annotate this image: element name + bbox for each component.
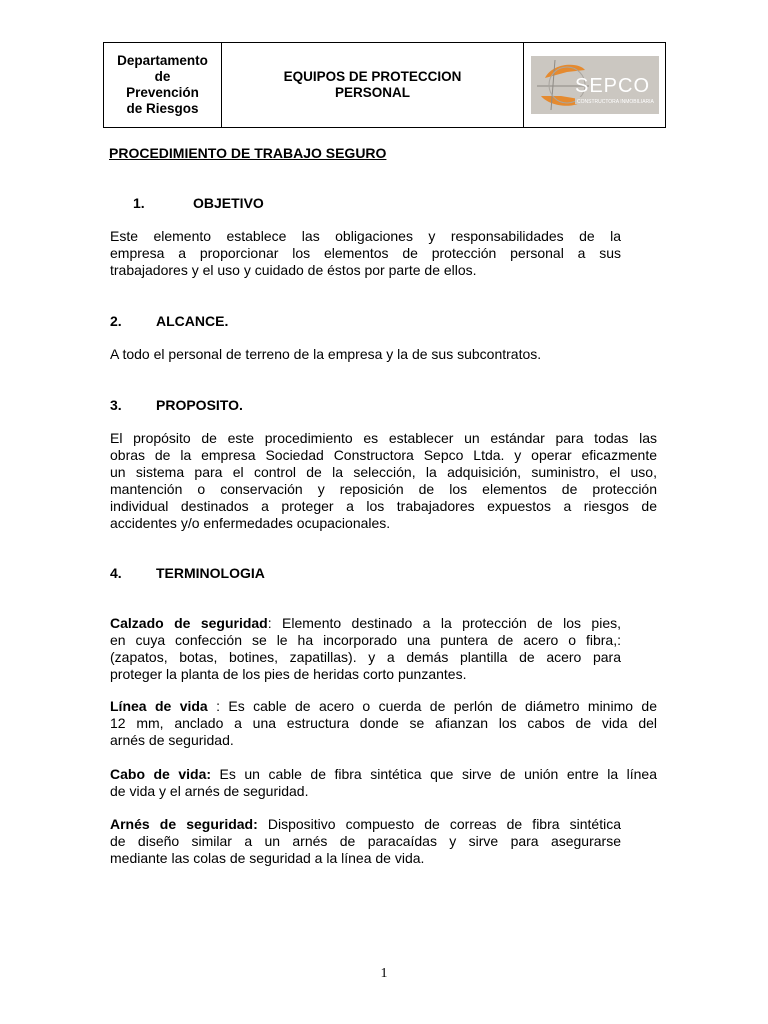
term-calzado-cont2 <box>110 649 621 683</box>
text-line: mantención o conservación y reposición de los elementos de protección <box>110 481 657 497</box>
section-3-body <box>110 430 657 532</box>
procedure-title: PROCEDIMIENTO DE TRABAJO SEGURO <box>109 145 387 161</box>
term-definition: : Es cable de acero o cuerda de perlón de diámetro minimo de <box>207 698 657 714</box>
text-line: empresa a proporcionar los elementos de protección personal a sus <box>110 245 621 261</box>
text-line: de diseño similar a un arnés de paracaídas y sirve para asegurarse <box>110 833 621 849</box>
section-2-heading: ALCANCE. <box>156 313 229 329</box>
text-line: obras de la empresa Sociedad Constructora Sepco Ltda. y operar eficazmente <box>110 447 657 463</box>
term-definition: : Elemento destinado a la protección de los pies, <box>267 615 621 631</box>
term-linea-de-vida <box>110 698 657 749</box>
text-line: (zapatos, botas, botines, zapatillas). y a demás plantilla de acero para <box>110 649 621 665</box>
text-line <box>110 615 621 632</box>
logo-wordmark: SEPCO <box>574 75 650 97</box>
page-number: 1 <box>380 966 388 981</box>
term-calzado <box>110 615 621 632</box>
term-cabo-de-vida <box>110 766 657 800</box>
text-line: trabajadores y el uso y cuidado de éstos por parte de ellos. <box>110 262 477 278</box>
header-table <box>103 42 666 128</box>
text-line: 12 mm, anclado a una estructura donde se afianzan los cabos de vida del <box>110 715 657 731</box>
section-3-number: 3. <box>110 397 122 413</box>
text-line <box>110 698 657 715</box>
term-arnes <box>110 816 621 833</box>
term-calzado-cont <box>110 632 621 649</box>
section-1-number: 1. <box>133 195 145 211</box>
sepco-logo-graphic <box>531 56 659 114</box>
term-label: Calzado de seguridad <box>110 615 268 631</box>
text-line <box>110 766 657 783</box>
section-2-number: 2. <box>110 313 122 329</box>
logo-cell <box>524 43 665 127</box>
section-4-heading: TERMINOLOGIA <box>156 565 265 581</box>
text-line: A todo el personal de terreno de la empresa y la de sus subcontratos. <box>110 346 542 362</box>
text-line: de vida y el arnés de seguridad. <box>110 783 309 799</box>
section-1-body <box>110 228 621 279</box>
text-line: individual destinados a proteger a los trabajadores expuestos a riesgos de <box>110 498 657 514</box>
logo-subtext: CONSTRUCTORA INMOBILIARIA <box>576 99 654 105</box>
text-line: proteger la planta de los pies de heridas corto punzantes. <box>110 666 467 682</box>
term-label: Arnés de seguridad: <box>110 816 258 832</box>
text-line: accidentes y/o enfermedades ocupacionales. <box>110 515 391 531</box>
term-label: Línea de vida <box>110 698 208 714</box>
text-line: un sistema para el control de la selección, la adquisición, suministro, el uso, <box>110 464 657 480</box>
term-arnes-cont <box>110 833 621 867</box>
text-line: Este elemento establece las obligaciones y responsabilidades de la <box>110 228 621 244</box>
text-line: El propósito de este procedimiento es establecer un estándar para todas las <box>110 430 657 446</box>
term-label: Cabo de vida: <box>110 766 212 782</box>
text-line: en cuya confección se le ha incorporado una puntera de acero o fibra,: <box>110 632 621 648</box>
sepco-logo <box>531 56 659 114</box>
department-cell: Departamento de Prevención de Riesgos <box>104 43 222 127</box>
section-2-body <box>110 346 630 363</box>
section-3-heading: PROPOSITO. <box>156 397 243 413</box>
section-1-heading: OBJETIVO <box>193 195 264 211</box>
text-line <box>110 816 621 833</box>
text-line: mediante las colas de seguridad a la línea de vida. <box>110 850 425 866</box>
text-line: arnés de seguridad. <box>110 732 234 748</box>
term-definition: Es un cable de fibra sintética que sirve de unión entre la línea <box>211 766 657 782</box>
document-title-cell: EQUIPOS DE PROTECCION PERSONAL <box>222 43 524 127</box>
section-4-number: 4. <box>110 565 122 581</box>
term-definition: Dispositivo compuesto de correas de fibra sintética <box>257 816 621 832</box>
